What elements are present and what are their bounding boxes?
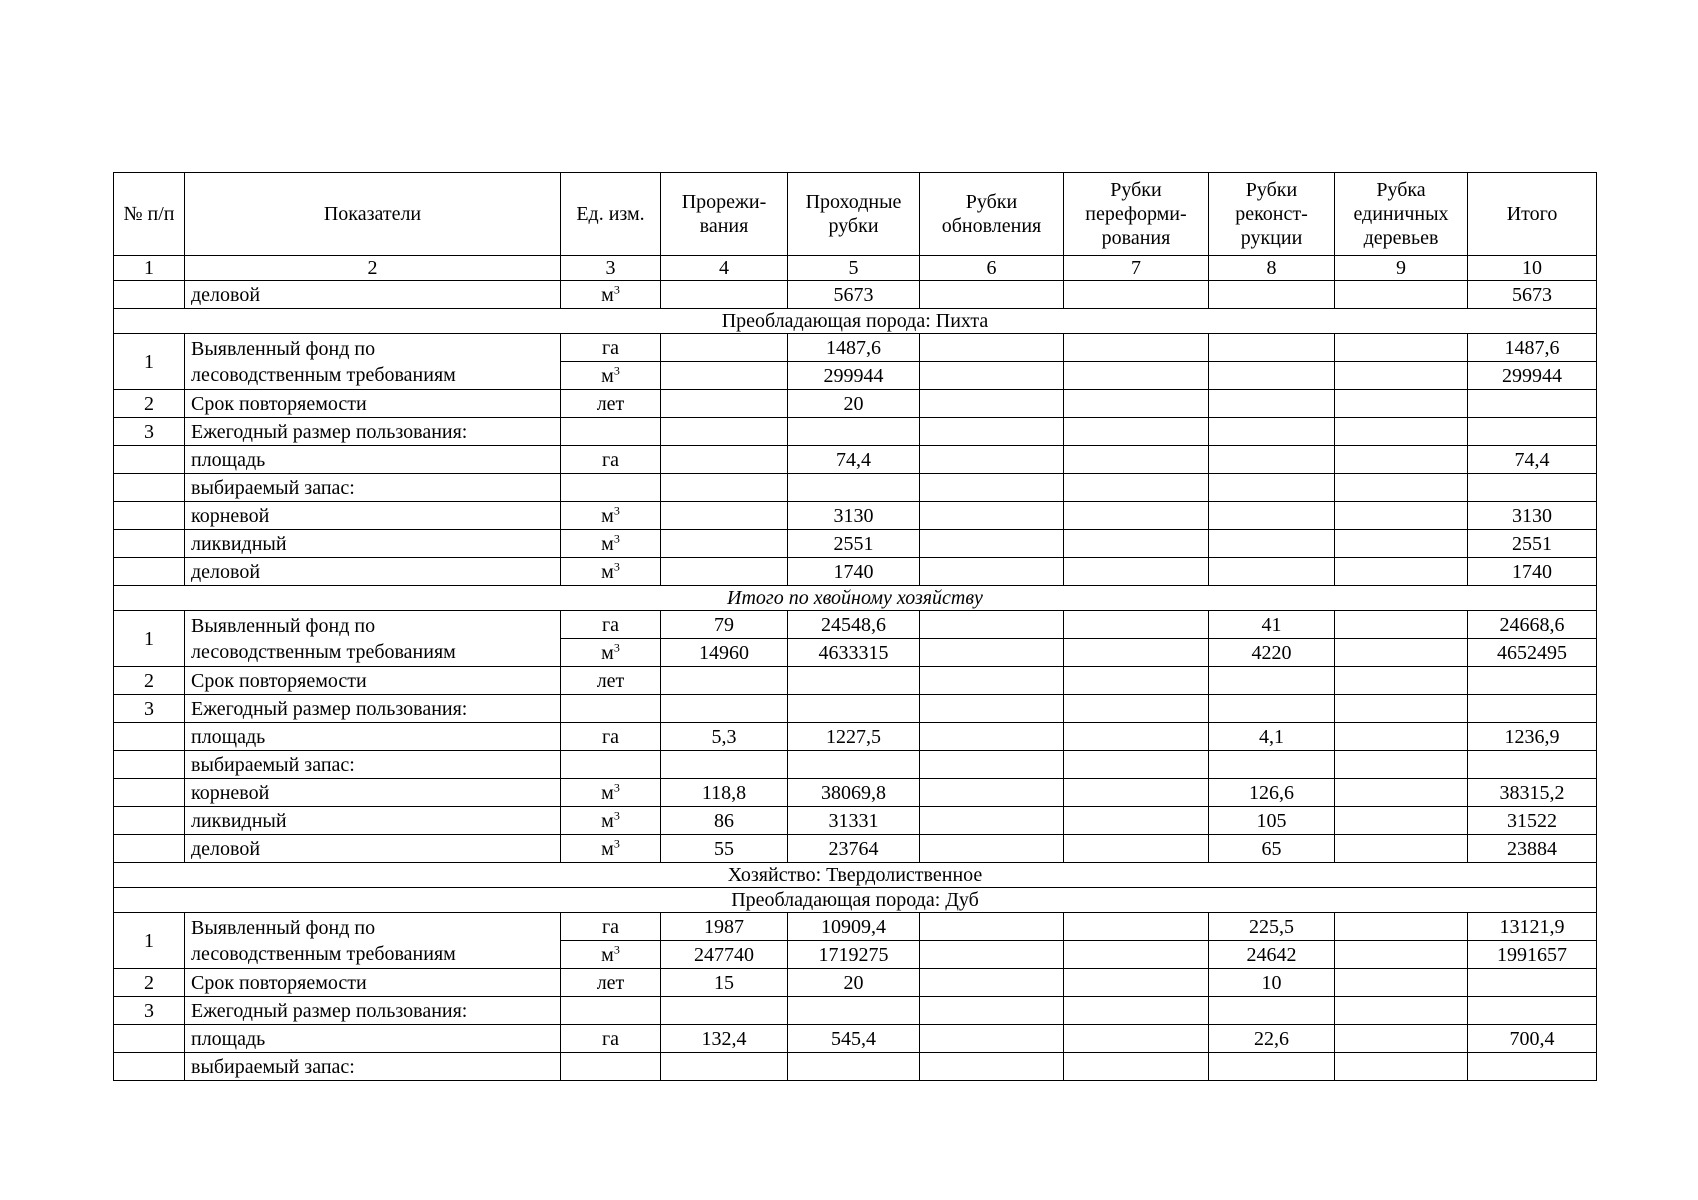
column-number: 6 [920,256,1064,281]
indicator-label: Срок повторяемости [185,969,561,997]
table-row [114,667,1597,695]
section-row [114,309,1597,334]
value-cell: 4220 [1209,639,1335,667]
total-cell: 1991657 [1468,941,1597,969]
value-cell: 4633315 [788,639,920,667]
indicator-label: Срок повторяемости [185,667,561,695]
total-cell: 1236,9 [1468,723,1597,751]
indicator-label: Ежегодный размер пользования: [185,997,561,1025]
value-cell: 1487,6 [788,334,920,362]
unit-cell: га [561,1025,661,1053]
indicator-label: площадь [185,723,561,751]
value-cell: 24642 [1209,941,1335,969]
value-cell: 225,5 [1209,913,1335,941]
total-cell: 24668,6 [1468,611,1597,639]
section-row [114,586,1597,611]
value-cell: 86 [661,807,788,835]
header-cell: Рубки переформи-рования [1064,173,1209,256]
row-number: 2 [114,390,185,418]
unit-cell: га [561,446,661,474]
value-cell: 2551 [788,530,920,558]
header-cell: Рубки обновления [920,173,1064,256]
value-cell: 20 [788,969,920,997]
table-row [114,779,1597,807]
unit-cell: $м^3$ [561,835,661,863]
value-cell: 31331 [788,807,920,835]
header-cell: Ед. изм. [561,173,661,256]
indicator-label: ликвидный [185,807,561,835]
row-number: 2 [114,667,185,695]
column-number: 8 [1209,256,1335,281]
value-cell: 23764 [788,835,920,863]
indicator-label: Выявленный фонд по лесоводственным требованиям [185,611,561,667]
total-cell: 3130 [1468,502,1597,530]
section-title: Преобладающая порода: Дуб [114,888,1597,913]
column-number: 4 [661,256,788,281]
unit-cell: $м^3$ [561,558,661,586]
indicator-label: Срок повторяемости [185,390,561,418]
table-row [114,997,1597,1025]
total-cell: 299944 [1468,362,1597,390]
value-cell: 79 [661,611,788,639]
section-title: Преобладающая порода: Пихта [114,309,1597,334]
section-title: Хозяйство: Твердолиственное [114,863,1597,888]
unit-cell: га [561,611,661,639]
table-row [114,751,1597,779]
header-cell: Проходные рубки [788,173,920,256]
table-row [114,913,1597,941]
unit-cell: лет [561,390,661,418]
value-cell: 65 [1209,835,1335,863]
indicator-label: корневой [185,502,561,530]
value-cell: 41 [1209,611,1335,639]
value-cell: 24548,6 [788,611,920,639]
section-row [114,863,1597,888]
indicator-label: выбираемый запас: [185,1053,561,1081]
unit-cell: $м^3$ [561,502,661,530]
column-number: 5 [788,256,920,281]
table-row [114,334,1597,362]
header-cell: Рубки реконст-рукции [1209,173,1335,256]
total-cell: 1487,6 [1468,334,1597,362]
row-number: 1 [114,334,185,390]
value-cell: 10 [1209,969,1335,997]
value-cell: 38069,8 [788,779,920,807]
table-row [114,558,1597,586]
indicator-label: выбираемый запас: [185,474,561,502]
value-cell: 3130 [788,502,920,530]
value-cell: 22,6 [1209,1025,1335,1053]
unit-cell: га [561,723,661,751]
value-cell: 132,4 [661,1025,788,1053]
total-cell: 74,4 [1468,446,1597,474]
table-row [114,807,1597,835]
indicator-label: площадь [185,446,561,474]
header-cell: Итого [1468,173,1597,256]
table-row [114,281,1597,309]
value-cell: 20 [788,390,920,418]
value-cell: 1740 [788,558,920,586]
value-cell: 15 [661,969,788,997]
header-cell: Прорежи-вания [661,173,788,256]
unit-cell: $м^3$ [561,807,661,835]
column-number-row [114,256,1597,281]
unit-cell: га [561,334,661,362]
value-cell: 126,6 [1209,779,1335,807]
table-row [114,474,1597,502]
unit-cell: $м^3$ [561,779,661,807]
table-row [114,418,1597,446]
row-number: 2 [114,969,185,997]
unit-cell: $м^3$ [561,941,661,969]
value-cell: 299944 [788,362,920,390]
value-cell: 1987 [661,913,788,941]
section-title: Итого по хвойному хозяйству [114,586,1597,611]
value-cell: 5,3 [661,723,788,751]
value-cell: 14960 [661,639,788,667]
indicator-label: выбираемый запас: [185,751,561,779]
value-cell: 1719275 [788,941,920,969]
row-number: 3 [114,418,185,446]
unit-cell: $м^3$ [561,639,661,667]
value-cell: 55 [661,835,788,863]
table-row [114,1025,1597,1053]
unit-cell: лет [561,667,661,695]
indicator-label: ликвидный [185,530,561,558]
table-row [114,502,1597,530]
value-cell: 105 [1209,807,1335,835]
value-cell: 1227,5 [788,723,920,751]
table-row [114,1053,1597,1081]
indicator-label: Выявленный фонд по лесоводственным требованиям [185,913,561,969]
total-cell: 31522 [1468,807,1597,835]
indicator-label: корневой [185,779,561,807]
total-cell: 23884 [1468,835,1597,863]
indicator-label: площадь [185,1025,561,1053]
indicator-label: деловой [185,835,561,863]
value-cell: 74,4 [788,446,920,474]
unit-cell: $м^3$ [561,362,661,390]
indicator-label: деловой [185,558,561,586]
unit-cell: лет [561,969,661,997]
value-cell: 10909,4 [788,913,920,941]
indicator-label: Выявленный фонд по лесоводственным требованиям [185,334,561,390]
header-cell: Рубка единичных деревьев [1335,173,1468,256]
table-row [114,390,1597,418]
total-cell: 4652495 [1468,639,1597,667]
table-row [114,835,1597,863]
column-number: 7 [1064,256,1209,281]
column-number: 10 [1468,256,1597,281]
header-row [114,173,1597,256]
forest-use-table [113,172,1597,1081]
header-cell: № п/п [114,173,185,256]
header-cell: Показатели [185,173,561,256]
column-number: 3 [561,256,661,281]
unit-cell: $м^3$ [561,281,661,309]
total-cell: 1740 [1468,558,1597,586]
column-number: 9 [1335,256,1468,281]
row-number: 3 [114,695,185,723]
total-cell: 38315,2 [1468,779,1597,807]
row-number: 1 [114,913,185,969]
total-cell: 5673 [1468,281,1597,309]
table-row [114,530,1597,558]
table-row [114,611,1597,639]
indicator-label: Ежегодный размер пользования: [185,418,561,446]
column-number: 2 [185,256,561,281]
table-row [114,695,1597,723]
row-number: 3 [114,997,185,1025]
indicator-label: деловой [185,281,561,309]
value-cell: 118,8 [661,779,788,807]
column-number: 1 [114,256,185,281]
unit-cell: га [561,913,661,941]
value-cell: 545,4 [788,1025,920,1053]
section-row [114,888,1597,913]
total-cell: 700,4 [1468,1025,1597,1053]
table-row [114,723,1597,751]
row-number: 1 [114,611,185,667]
indicator-label: Ежегодный размер пользования: [185,695,561,723]
table-row [114,446,1597,474]
unit-cell: $м^3$ [561,530,661,558]
total-cell: 13121,9 [1468,913,1597,941]
value-cell: 5673 [788,281,920,309]
table-row [114,969,1597,997]
value-cell: 247740 [661,941,788,969]
value-cell: 4,1 [1209,723,1335,751]
total-cell: 2551 [1468,530,1597,558]
